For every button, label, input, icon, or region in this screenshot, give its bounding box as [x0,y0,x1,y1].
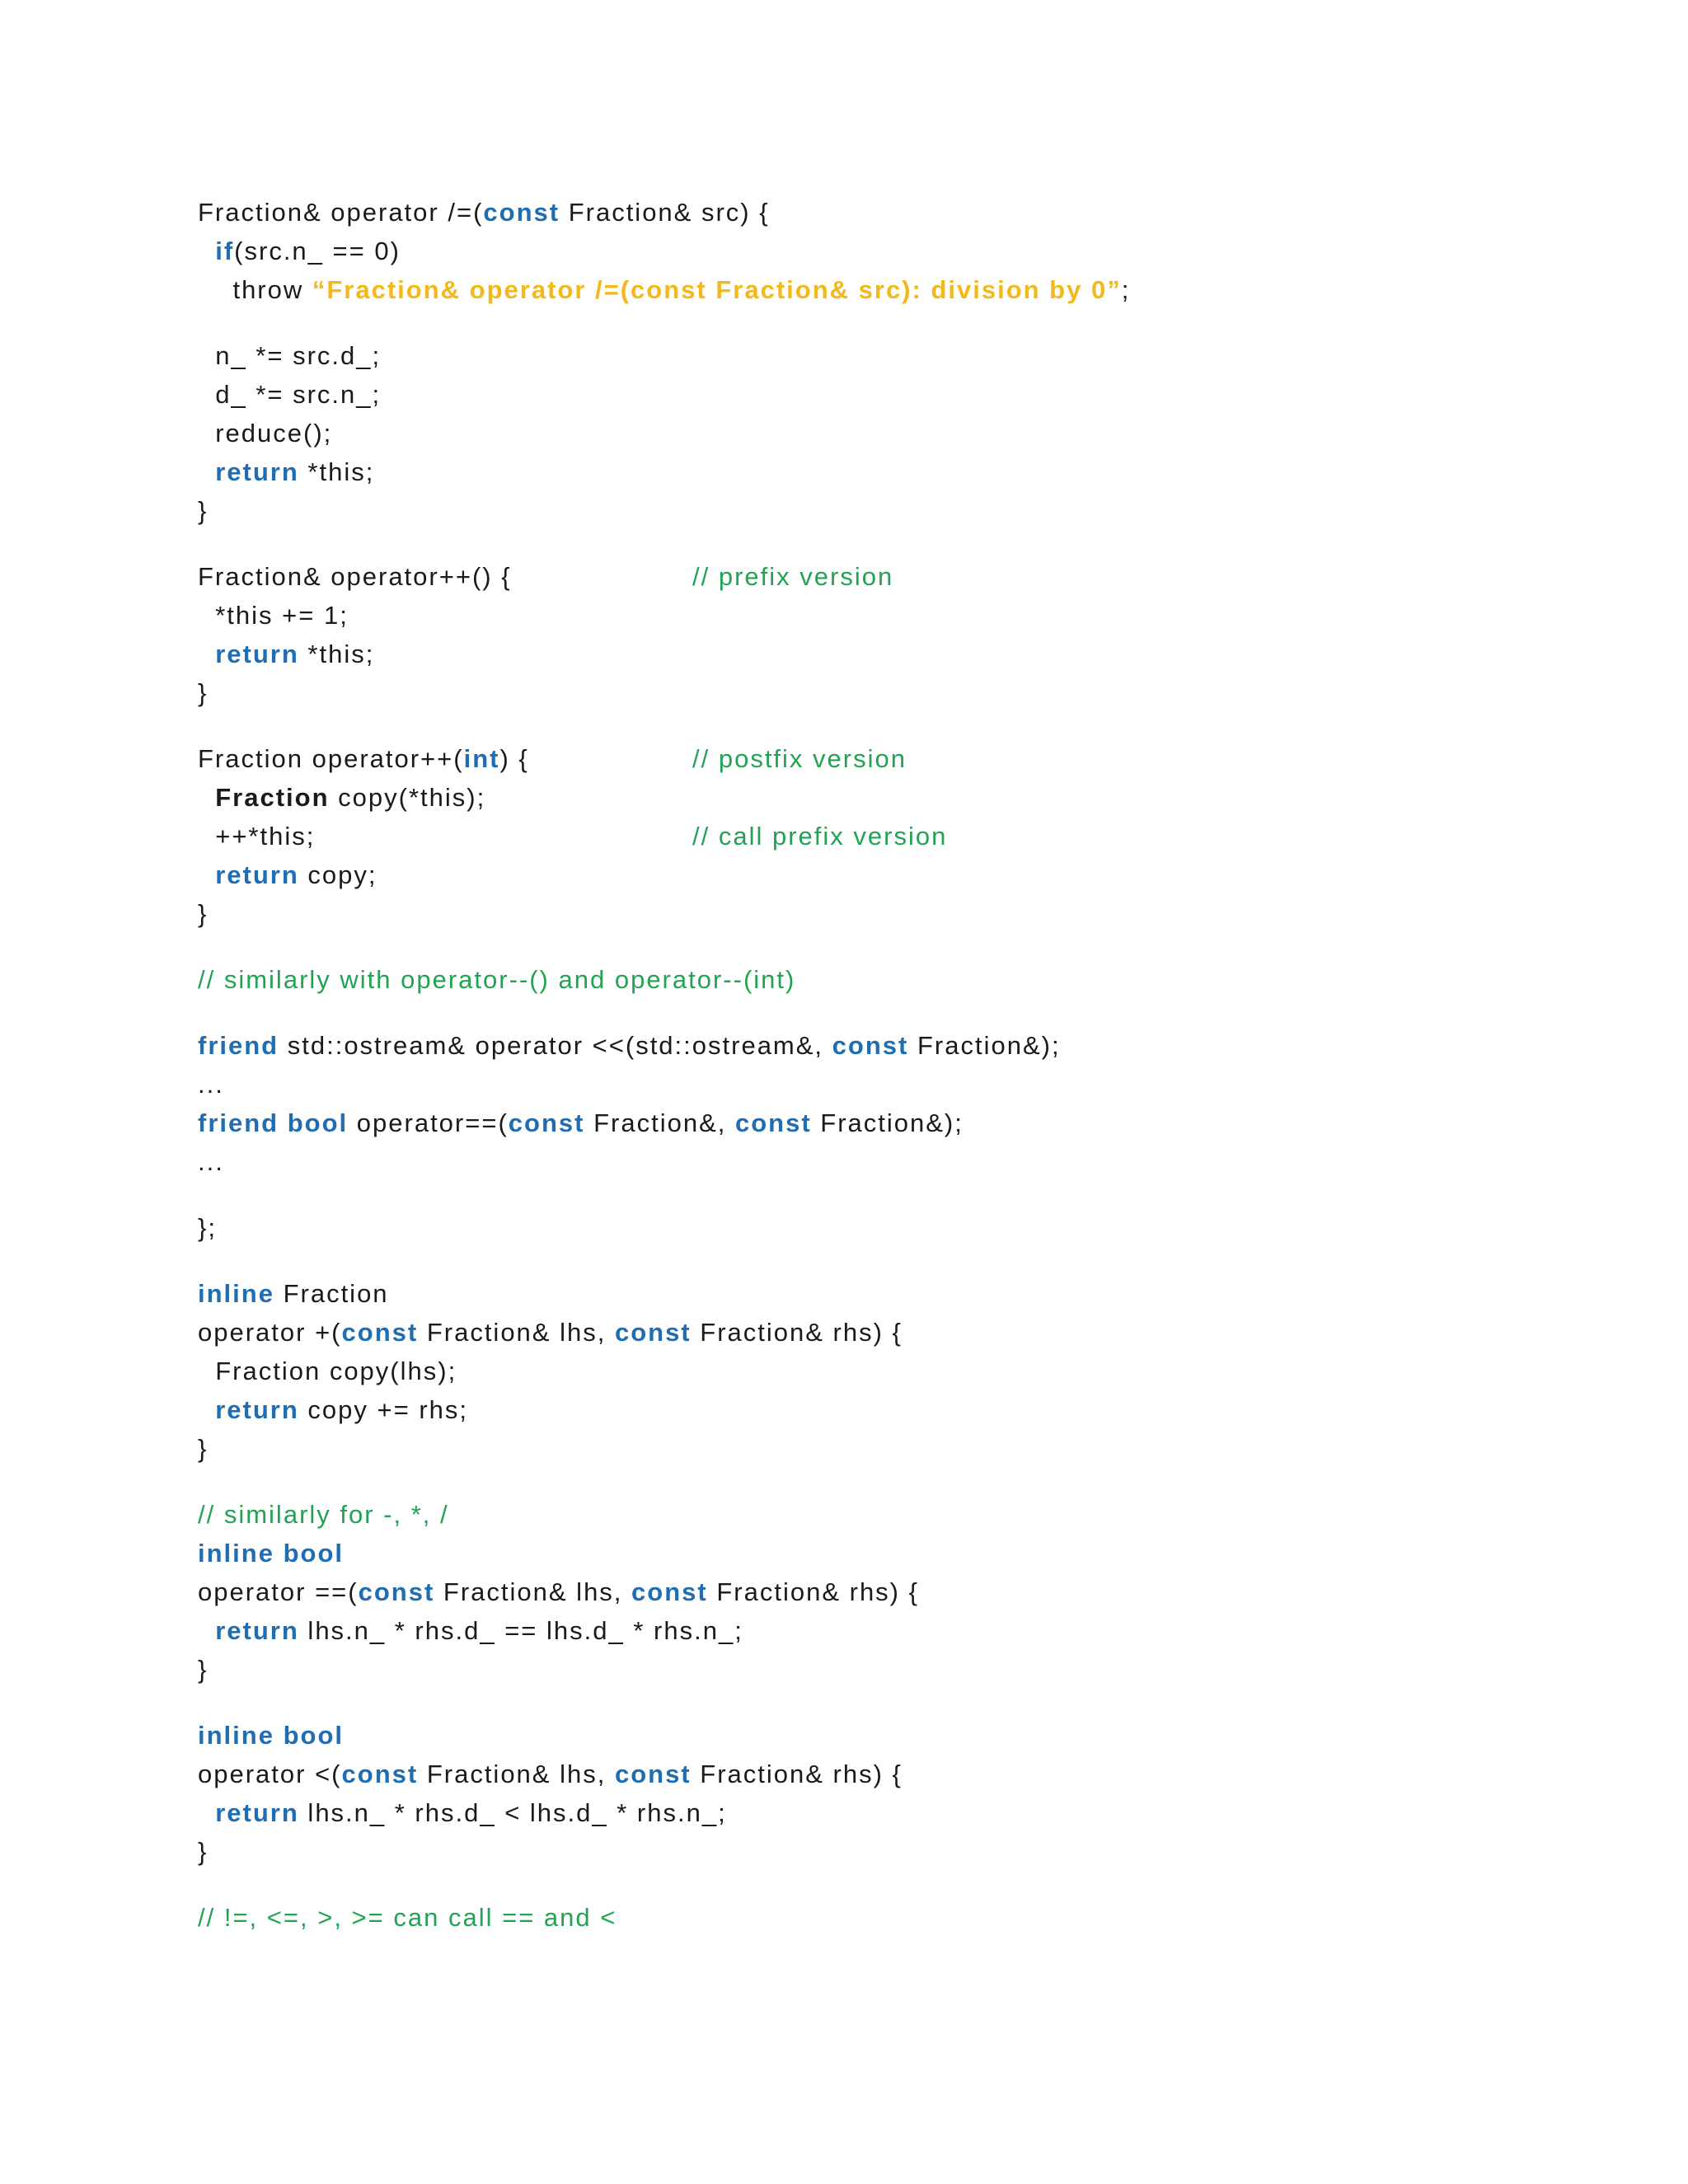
code-line [198,235,401,268]
code-token-plain [198,783,215,812]
code-line [198,1498,449,1531]
code-token-plain: *this; [298,640,375,668]
code-token-kw: return [215,640,299,668]
code-line [198,1146,224,1179]
code-line [198,340,381,373]
code-token-plain: Fraction& rhs) { [691,1318,903,1347]
code-line [198,1797,727,1830]
code-token-plain [274,1721,284,1750]
code-line [198,1432,208,1465]
code-token-kw: inline [198,1721,274,1750]
code-line [198,859,377,892]
code-line [198,820,948,853]
code-token-plain: *this += 1; [198,601,349,630]
code-line [198,1029,1061,1062]
code-token-plain [198,1616,215,1645]
code-line [198,1277,389,1310]
code-comment: // call prefix version [692,822,948,851]
code-token-plain: Fraction& rhs) { [691,1760,903,1788]
code-token-kw: friend [198,1108,279,1137]
code-line [198,1719,344,1752]
code-token-com: // similarly for -, *, / [198,1500,449,1529]
code-line [198,456,374,489]
code-token-kw: const [341,1760,419,1788]
code-token-kw: return [215,1616,299,1645]
code-token-plain: ) { [499,744,529,773]
code-token-plain: lhs.n_ * rhs.d_ == lhs.d_ * rhs.n_; [298,1616,743,1645]
code-token-kw: const [631,1577,708,1606]
code-line [198,1068,224,1101]
code-token-plain: } [198,496,209,525]
code-token-plain: Fraction [274,1279,389,1308]
code-token-plain: Fraction& operator /=( [198,198,484,227]
code-token-plain: } [198,1837,209,1866]
code-line [198,1758,903,1791]
code-token-kw: bool [287,1108,349,1137]
code-token-plain: Fraction operator++( [198,744,464,773]
code-line [198,417,332,450]
code-token-kw: const [614,1318,692,1347]
code-token-plain: ... [198,1070,224,1099]
code-line [198,1576,919,1609]
code-token-kw: const [734,1108,812,1137]
code-token-plain: Fraction&); [811,1108,964,1137]
code-line [198,494,208,527]
code-line [198,1355,457,1388]
code-token-plain [274,1539,284,1568]
code-line [198,378,381,411]
code-token-kw: bool [283,1539,344,1568]
code-token-plain: Fraction&, [584,1108,735,1137]
code-token-plain: } [198,899,209,928]
code-token-kw: const [832,1031,909,1060]
code-line [198,274,1130,307]
code-token-plain: copy; [298,860,377,889]
code-token-plain: ++*this; [198,822,316,851]
code-token-plain: } [198,678,209,707]
code-line [198,1537,344,1570]
code-token-plain [279,1108,288,1137]
code-token-plain [198,457,215,486]
code-token-plain: operator ==( [198,1577,359,1606]
code-token-kw: const [358,1577,435,1606]
code-comment: // prefix version [692,562,894,591]
code-line [198,1107,964,1140]
code-token-plain: ; [1121,275,1131,304]
code-token-kw: int [463,744,500,773]
code-token-com: // !=, <=, >, >= can call == and < [198,1903,617,1932]
code-token-kw: inline [198,1539,274,1568]
code-line [198,898,208,930]
code-token-plain: Fraction& lhs, [418,1760,615,1788]
code-token-plain [198,1798,215,1827]
code-token-plain [198,640,215,668]
code-token-plain: std::ostream& operator <<(std::ostream&, [279,1031,832,1060]
code-line [198,638,374,671]
code-token-plain: d_ *= src.n_; [198,380,382,409]
code-token-plain: operator <( [198,1760,342,1788]
code-token-plain: copy += rhs; [298,1395,469,1424]
code-line [198,560,894,593]
code-token-plain [198,1395,215,1424]
code-line [198,1615,743,1647]
code-token-plain: reduce(); [198,419,333,448]
code-token-plain: } [198,1655,209,1684]
code-token-plain: lhs.n_ * rhs.d_ < lhs.d_ * rhs.n_; [298,1798,727,1827]
code-token-plain: Fraction& operator++() { [198,562,512,591]
code-token-kw: if [215,237,235,265]
code-token-plain: }; [198,1213,217,1242]
code-token-kw: const [341,1318,419,1347]
code-token-plain: Fraction& lhs, [434,1577,632,1606]
code-token-plain: } [198,1434,209,1463]
code-line [198,677,208,710]
code-line [198,743,907,776]
code-token-kw: const [614,1760,692,1788]
code-token-plain: operator +( [198,1318,342,1347]
code-line [198,781,485,814]
code-token-plain [198,237,215,265]
code-token-kw: const [483,198,560,227]
code-token-plain: (src.n_ == 0) [234,237,401,265]
code-token-kw: return [215,1395,299,1424]
code-token-plain: Fraction& lhs, [418,1318,615,1347]
code-line [198,1653,208,1686]
code-line [198,1394,468,1427]
code-token-bold: Fraction [215,783,330,812]
code-token-plain: Fraction&); [908,1031,1061,1060]
code-line [198,1901,617,1934]
code-token-plain: *this; [298,457,375,486]
code-line [198,1316,903,1349]
code-line [198,599,349,632]
code-line [198,963,795,996]
code-token-plain: throw [198,275,312,304]
code-token-kw: inline [198,1279,274,1308]
code-token-kw: bool [283,1721,344,1750]
code-token-plain: operator==( [348,1108,509,1137]
code-token-kw: return [215,1798,299,1827]
code-line [198,196,770,229]
code-token-str: “Fraction& operator /=(const Fraction& src): division by 0” [312,275,1122,304]
code-token-plain: n_ *= src.d_; [198,341,382,370]
code-token-plain: Fraction& src) { [560,198,770,227]
code-line [198,1835,208,1868]
code-token-plain: ... [198,1147,224,1176]
code-token-plain [198,860,215,889]
code-token-plain: Fraction copy(lhs); [198,1357,457,1385]
code-token-kw: const [508,1108,585,1137]
code-token-plain: Fraction& rhs) { [707,1577,919,1606]
code-line [198,1212,217,1244]
code-comment: // postfix version [692,744,907,773]
code-token-plain: copy(*this); [329,783,486,812]
code-token-kw: return [215,860,299,889]
code-token-kw: return [215,457,299,486]
code-token-com: // similarly with operator--() and operator--(int) [198,965,796,994]
code-token-kw: friend [198,1031,279,1060]
